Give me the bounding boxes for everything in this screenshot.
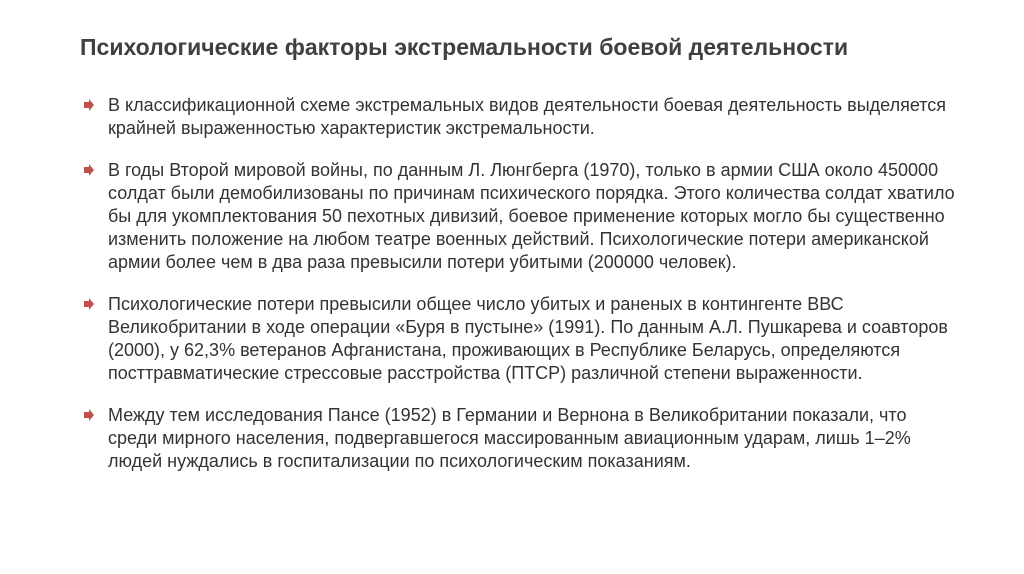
arrow-bullet-icon bbox=[83, 297, 95, 311]
slide-title: Психологические факторы экстремальности боевой деятельности bbox=[80, 34, 849, 60]
bullet-text: В годы Второй мировой войны, по данным Л. Люнгберга (1970), только в армии США около 450000 солдат были демобилизованы по причинам психического порядка. Этого количества солдат хватило бы для укомплектования 50 пехотных дивизий, боевое применение которых могло бы существенно изменить положение на любом театре военных действий. Психологические потери американской армии более чем в два раза превысили потери убитыми (200000 человек). bbox=[108, 160, 955, 272]
arrow-bullet-icon bbox=[83, 163, 95, 177]
bullet-list bbox=[80, 94, 960, 492]
arrow-bullet-icon bbox=[83, 408, 95, 422]
arrow-bullet-icon bbox=[83, 98, 95, 112]
bullet-text: Психологические потери превысили общее число убитых и раненых в контингенте ВВС Великобритании в ходе операции «Буря в пустыне» (1991). По данным А.Л. Пушкарева и соавторов (2000), у 62,3% ветеранов Афганистана, проживающих в Республике Беларусь, определяются посттравматические стрессовые расстройства (ПТСР) различной степени выраженности. bbox=[108, 294, 948, 383]
bullet-text: В классификационной схеме экстремальных видов деятельности боевая деятельность выделяется крайней выраженностью характеристик экстремальности. bbox=[108, 95, 947, 138]
bullet-item bbox=[80, 159, 960, 274]
bullet-text: Между тем исследования Пансе (1952) в Германии и Вернона в Великобритании показали, что среди мирного населения, подвергавшегося массированным авиационным ударам, лишь 1–2% людей нуждались в госпитализации по психологическим показаниям. bbox=[108, 405, 911, 471]
bullet-item bbox=[80, 94, 960, 140]
bullet-item bbox=[80, 404, 960, 473]
bullet-item bbox=[80, 293, 960, 385]
